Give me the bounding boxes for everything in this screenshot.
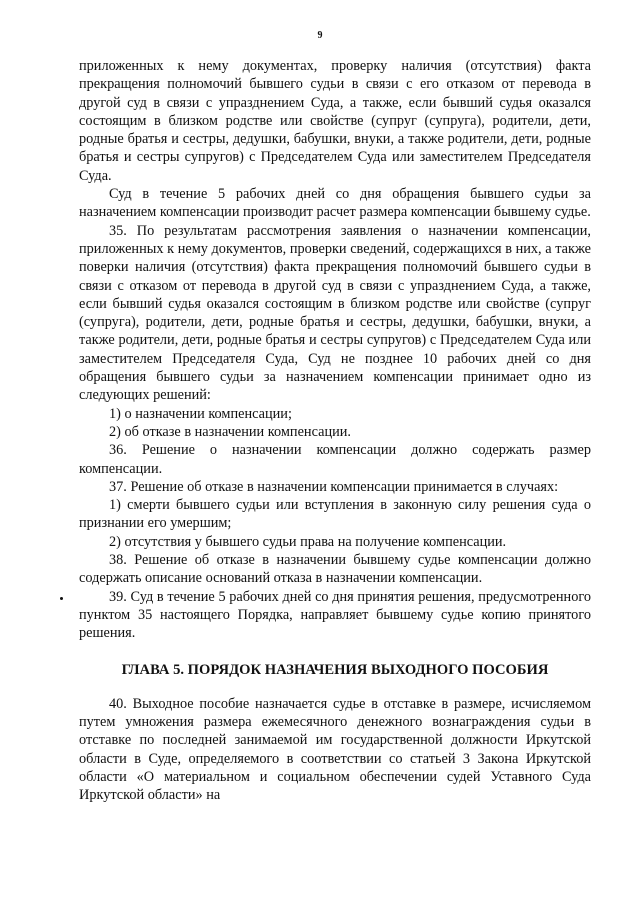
paragraph: приложенных к нему документах, проверку наличия (отсутствия) факта прекращения полномочий бывшего судьи в связи с его отказом от перевода в другой суд в связи с упразднением Суда, а также, если бывший судья оказался состоящим в близком родстве или свойстве (супруг (супруга), родители, дети, родные братья и сестры, дедушки, бабушки, внуки, а также родители, дети, родные братья и сестры супругов) с Председателем Суда или заместителем Председателя Суда.: [79, 58, 591, 184]
paragraph: 36. Решение о назначении компенсации должно содержать размер компенсации.: [79, 442, 591, 477]
list-item: 1) смерти бывшего судьи или вступления в законную силу решения суда о признании его умершим;: [79, 497, 591, 532]
document-body: [79, 57, 591, 805]
paragraph: 38. Решение об отказе в назначении бывшему судье компенсации должно содержать описание оснований отказа в назначении компенсации.: [79, 552, 591, 587]
list-item: 2) об отказе в назначении компенсации.: [109, 423, 351, 440]
chapter-heading: ГЛАВА 5. ПОРЯДОК НАЗНАЧЕНИЯ ВЫХОДНОГО ПОСОБИЯ: [121, 661, 549, 678]
paragraph: 40. Выходное пособие назначается судье в отставке в размере, исчисляемом путем умножения размера ежемесячного денежного вознаграждения судьи в отставке по последней занимаемой им государственной должности Иркутской области в Суде, определяемого в соответствии со статьей 3 Закона Иркутской области «О материальном и социальном обеспечении судей Уставного Суда Иркутской области» на: [79, 695, 591, 804]
list-item: 2) отсутствия у бывшего судьи права на получение компенсации.: [109, 533, 507, 550]
paragraph: Суд в течение 5 рабочих дней со дня обращения бывшего судьи за назначением компенсации производит расчет размера компенсации бывшему судье.: [79, 186, 591, 221]
paragraph: 39. Суд в течение 5 рабочих дней со дня принятия решения, предусмотренного пунктом 35 настоящего Порядка, направляет бывшему судье копию принятого решения.: [79, 588, 591, 642]
list-item: 1) о назначении компенсации;: [109, 405, 292, 422]
paragraph: 37. Решение об отказе в назначении компенсации принимается в случаях:: [109, 478, 559, 495]
paragraph: 35. По результатам рассмотрения заявления о назначении компенсации, приложенных к нему документов, проверки сведений, содержащихся в них, а также поверки наличия (отсутствия) факта прекращения полномочий бывшего судьи в связи с отказом от перевода в другой суд в связи с упразднением Суда, а также, если бывший судья оказался состоящим в близком родстве или свойстве (супруг (супруга), родители, дети, родные братья и сестры, дедушки, бабушки, внуки, а также родители, дети, родные братья и сестры супругов) с Председателем Суда или заместителем Председателя Суда, Суд не позднее 10 рабочих дней со дня обращения бывшего судьи за назначением компенсации принимает одно из следующих решений:: [79, 222, 591, 404]
scan-speck: [60, 597, 63, 600]
page-number: 9: [317, 30, 323, 41]
